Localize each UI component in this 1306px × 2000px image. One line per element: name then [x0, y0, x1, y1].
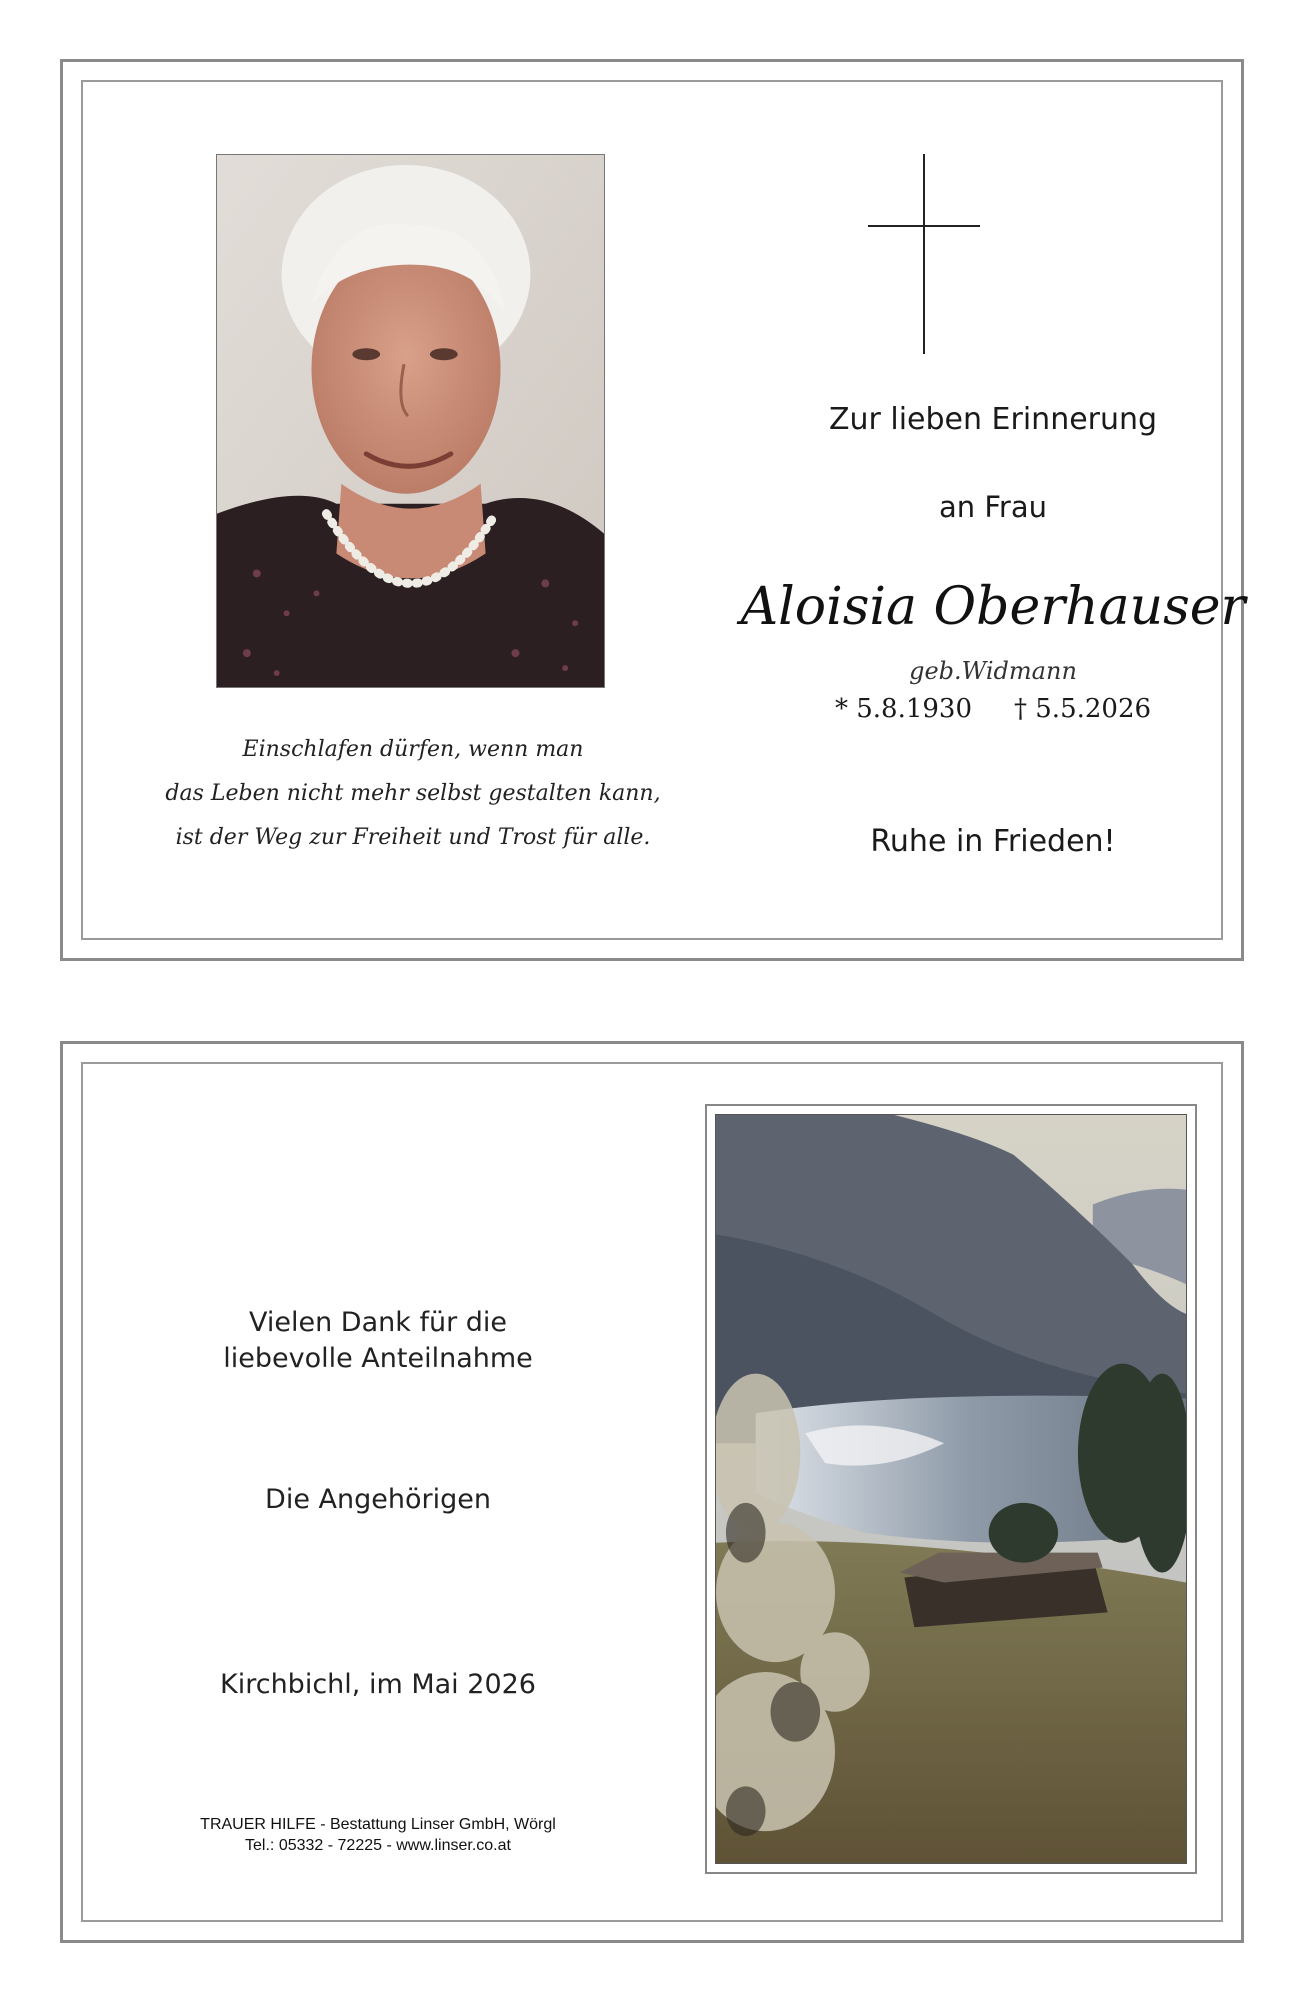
undertaker-line: TRAUER HILFE - Bestattung Linser GmbH, Wörgl [200, 1816, 556, 1833]
thanks-line: Vielen Dank für die [248, 1307, 508, 1338]
closing-phrase: Ruhe in Frieden! [870, 824, 1116, 859]
verse-line: Einschlafen dürfen, wenn man [242, 737, 584, 762]
life-dates [703, 694, 1283, 724]
undertaker-info [143, 1814, 613, 1856]
deceased-name: Aloisia Oberhauser [740, 577, 1246, 637]
undertaker-line: Tel.: 05332 - 72225 - www.linser.co.at [245, 1837, 511, 1854]
thanks-message [143, 1305, 613, 1377]
front-card [60, 59, 1244, 961]
verse-line: das Leben nicht mehr selbst gestalten kann, [165, 781, 661, 806]
relatives-signature: Die Angehörigen [265, 1484, 491, 1515]
thanks-line: liebevolle Anteilnahme [223, 1343, 533, 1374]
maiden-name: geb.Widmann [909, 657, 1077, 685]
back-card [60, 1041, 1244, 1943]
landscape-photo-frame [705, 1104, 1197, 1874]
salutation: an Frau [938, 490, 1047, 524]
death-date: † 5.5.2026 [1014, 694, 1152, 724]
birth-date: * 5.8.1930 [834, 694, 972, 724]
memorial-verse [143, 728, 683, 860]
portrait-photo [216, 154, 605, 688]
place-date: Kirchbichl, im Mai 2026 [220, 1669, 536, 1700]
cross-icon [868, 154, 980, 354]
landscape-photo [715, 1114, 1187, 1864]
memory-heading: Zur lieben Erinnerung [828, 402, 1158, 437]
verse-line: ist der Weg zur Freiheit und Trost für alle. [175, 825, 651, 850]
